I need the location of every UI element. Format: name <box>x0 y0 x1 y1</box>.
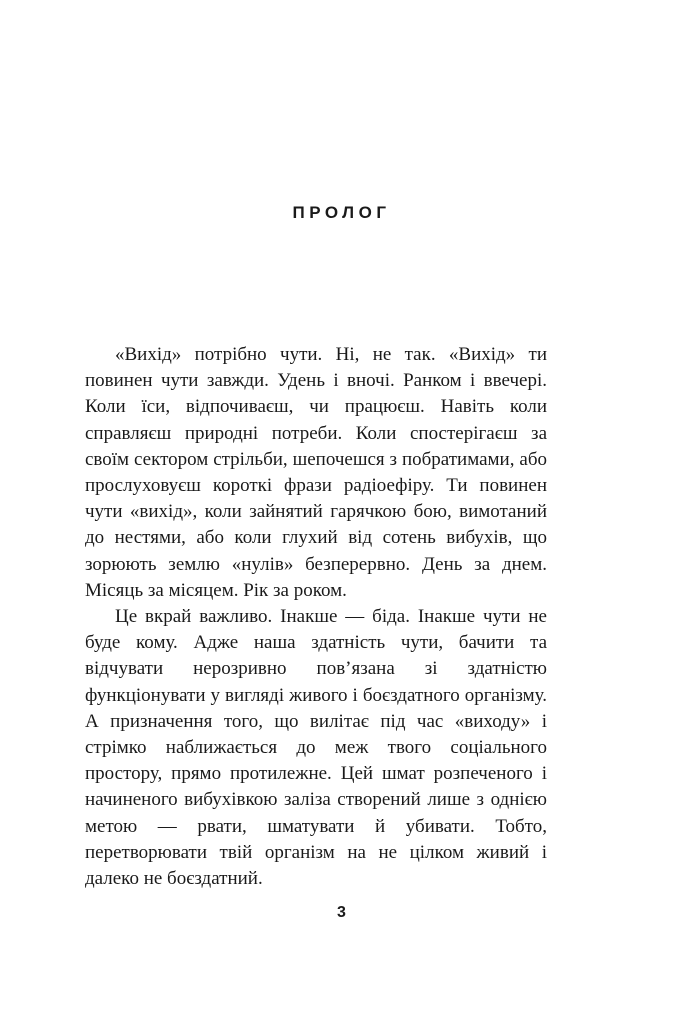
paragraph-1: «Вихід» потрібно чути. Ні, не так. «Вихід» ти повинен чути завжди. Удень і вночі. Ранком і ввечері. Коли їси, відпочиваєш, чи працюєш. Навіть коли справляєш природні потреби. Коли спостерігаєш за своїм сектором стрільби, шепочешся з побратимами, або прослуховуєш короткі фрази радіоефіру. Ти повинен чути «вихід», коли зайнятий гарячкою бою, вимотаний до нестями, або коли глухий від сотень вибухів, що зорюють землю «нулів» безперервно. День за днем. Місяць за місяцем. Рік за роком. <box>85 344 547 601</box>
paragraph-2: Це вкрай важливо. Інакше — біда. Інакше чути не буде кому. Адже наша здатність чути, бачити та відчувати нерозривно пов’язана зі здатністю функціонувати у вигляді живого і боєздатного організму. А призначення того, що вилітає під час «виходу» і стрімко наближається до меж твого соціального простору, прямо протилежне. Цей шмат розпеченого і начиненого вибухівкою заліза створений лише з однією метою — рвати, шматувати й убивати. Тобто, перетворювати твій організм на не цілком живий і далеко не боєздатний. <box>85 606 547 890</box>
chapter-body <box>85 342 547 892</box>
page-number: 3 <box>337 904 346 921</box>
chapter-title: ПРОЛОГ <box>292 203 391 222</box>
